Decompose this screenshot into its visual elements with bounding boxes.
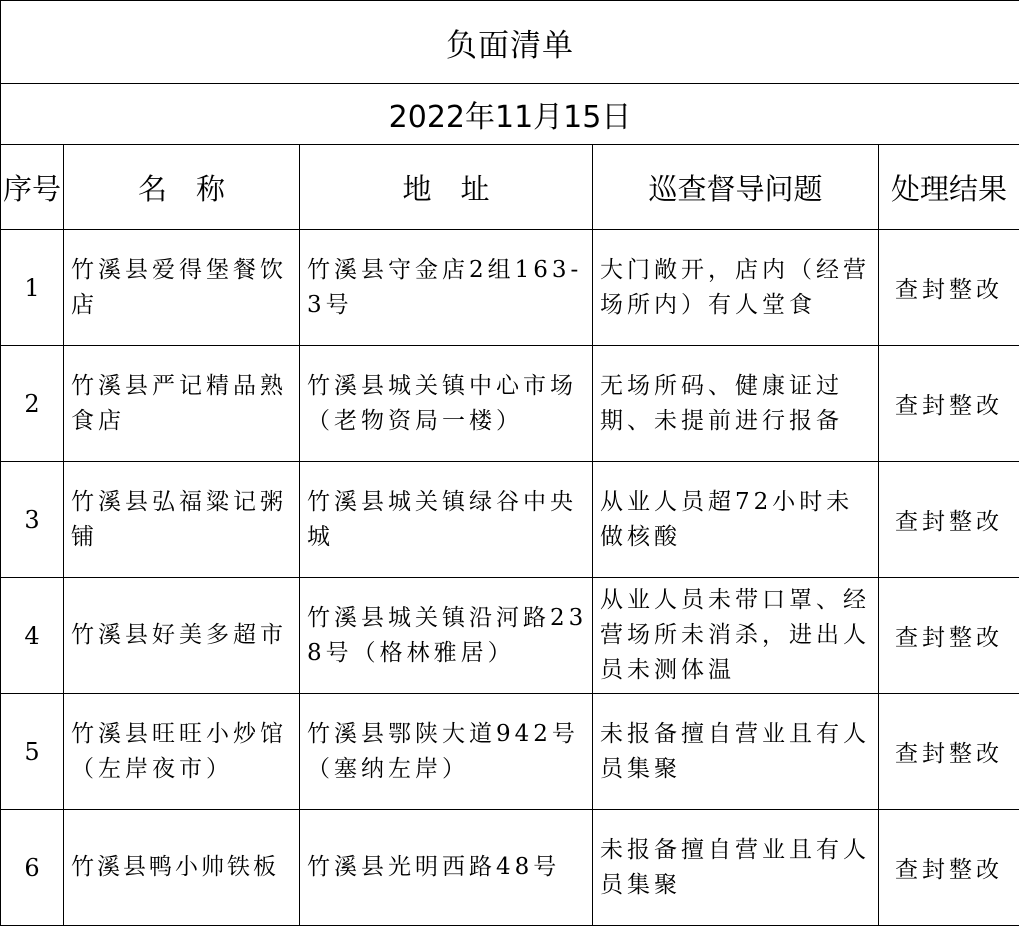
- row-result: 查封整改: [879, 346, 1019, 462]
- date-row: [1, 84, 1019, 145]
- row-issue: 未报备擅自营业且有人员集聚: [593, 810, 879, 926]
- header-issue: 巡查督导问题: [593, 145, 879, 230]
- row-issue: 无场所码、健康证过期、未提前进行报备: [593, 346, 879, 462]
- row-result: 查封整改: [879, 578, 1019, 694]
- table-row: [1, 578, 1019, 694]
- table-row: [1, 230, 1019, 346]
- row-address: 竹溪县守金店2组163-3号: [300, 230, 593, 346]
- row-index: 5: [1, 694, 64, 810]
- row-name: 竹溪县爱得堡餐饮店: [64, 230, 300, 346]
- table-row: [1, 810, 1019, 926]
- row-name: 竹溪县鸭小帅铁板: [64, 810, 300, 926]
- row-index: 6: [1, 810, 64, 926]
- row-result: 查封整改: [879, 462, 1019, 578]
- table-row: [1, 694, 1019, 810]
- table-title: 负面清单: [1, 1, 1019, 84]
- row-address: 竹溪县光明西路48号: [300, 810, 593, 926]
- row-address: 竹溪县城关镇绿谷中央城: [300, 462, 593, 578]
- row-index: 4: [1, 578, 64, 694]
- row-address: 竹溪县鄂陕大道942号（塞纳左岸）: [300, 694, 593, 810]
- row-issue: 大门敞开，店内（经营场所内）有人堂食: [593, 230, 879, 346]
- table-row: [1, 462, 1019, 578]
- row-index: 2: [1, 346, 64, 462]
- row-issue: 从业人员未带口罩、经营场所未消杀，进出人员未测体温: [593, 578, 879, 694]
- row-index: 3: [1, 462, 64, 578]
- row-issue: 从业人员超72小时未做核酸: [593, 462, 879, 578]
- row-name: 竹溪县弘福粱记粥铺: [64, 462, 300, 578]
- row-result: 查封整改: [879, 230, 1019, 346]
- row-result: 查封整改: [879, 694, 1019, 810]
- table-row: [1, 346, 1019, 462]
- row-address: 竹溪县城关镇中心市场（老物资局一楼）: [300, 346, 593, 462]
- row-issue: 未报备擅自营业且有人员集聚: [593, 694, 879, 810]
- row-address: 竹溪县城关镇沿河路238号（格林雅居）: [300, 578, 593, 694]
- row-name: 竹溪县旺旺小炒馆（左岸夜市）: [64, 694, 300, 810]
- row-result: 查封整改: [879, 810, 1019, 926]
- header-index: 序号: [1, 145, 64, 230]
- row-name: 竹溪县严记精品熟食店: [64, 346, 300, 462]
- title-row: [1, 1, 1019, 84]
- row-name: 竹溪县好美多超市: [64, 578, 300, 694]
- header-row: [1, 145, 1019, 230]
- table-date: 2022年11月15日: [1, 84, 1019, 145]
- row-index: 1: [1, 230, 64, 346]
- header-result: 处理结果: [879, 145, 1019, 230]
- header-address: 地 址: [300, 145, 593, 230]
- header-name: 名 称: [64, 145, 300, 230]
